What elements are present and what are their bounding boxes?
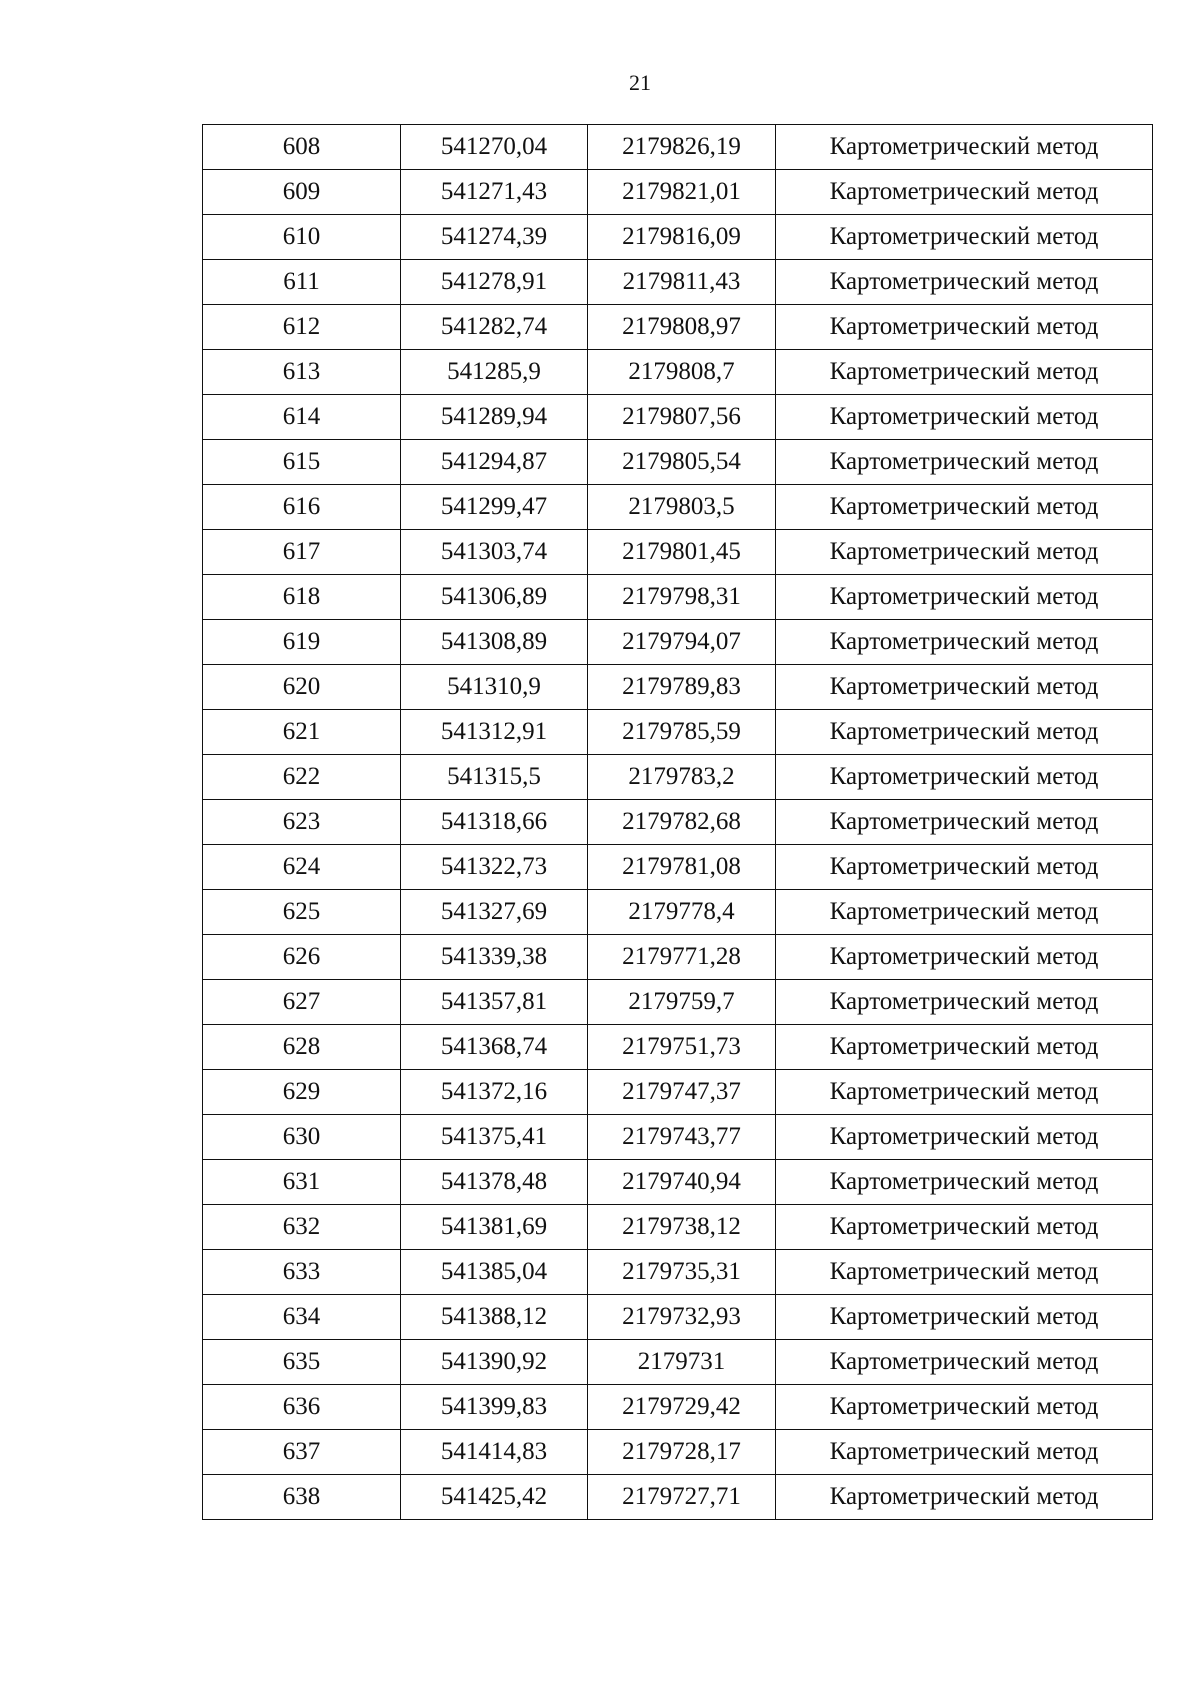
table-row — [203, 1115, 1153, 1160]
x-coordinate-cell: 541390,92 — [401, 1340, 588, 1385]
y-coordinate-cell: 2179826,19 — [588, 125, 776, 170]
method-cell: Картометрический метод — [776, 485, 1153, 530]
point-number-cell: 617 — [203, 530, 401, 575]
x-coordinate-cell: 541306,89 — [401, 575, 588, 620]
method-cell: Картометрический метод — [776, 1385, 1153, 1430]
x-coordinate-cell: 541270,04 — [401, 125, 588, 170]
method-cell: Картометрический метод — [776, 1295, 1153, 1340]
y-coordinate-cell: 2179731 — [588, 1340, 776, 1385]
method-cell: Картометрический метод — [776, 710, 1153, 755]
point-number-cell: 632 — [203, 1205, 401, 1250]
x-coordinate-cell: 541327,69 — [401, 890, 588, 935]
y-coordinate-cell: 2179781,08 — [588, 845, 776, 890]
x-coordinate-cell: 541357,81 — [401, 980, 588, 1025]
table-row — [203, 1475, 1153, 1520]
coordinates-table-body — [203, 125, 1153, 1520]
y-coordinate-cell: 2179816,09 — [588, 215, 776, 260]
point-number-cell: 619 — [203, 620, 401, 665]
point-number-cell: 634 — [203, 1295, 401, 1340]
y-coordinate-cell: 2179783,2 — [588, 755, 776, 800]
method-cell: Картометрический метод — [776, 845, 1153, 890]
table-row — [203, 440, 1153, 485]
x-coordinate-cell: 541315,5 — [401, 755, 588, 800]
table-row — [203, 845, 1153, 890]
x-coordinate-cell: 541299,47 — [401, 485, 588, 530]
point-number-cell: 625 — [203, 890, 401, 935]
point-number-cell: 614 — [203, 395, 401, 440]
point-number-cell: 630 — [203, 1115, 401, 1160]
y-coordinate-cell: 2179789,83 — [588, 665, 776, 710]
point-number-cell: 635 — [203, 1340, 401, 1385]
table-row — [203, 305, 1153, 350]
point-number-cell: 627 — [203, 980, 401, 1025]
y-coordinate-cell: 2179821,01 — [588, 170, 776, 215]
method-cell: Картометрический метод — [776, 440, 1153, 485]
y-coordinate-cell: 2179811,43 — [588, 260, 776, 305]
x-coordinate-cell: 541322,73 — [401, 845, 588, 890]
x-coordinate-cell: 541294,87 — [401, 440, 588, 485]
x-coordinate-cell: 541282,74 — [401, 305, 588, 350]
method-cell: Картометрический метод — [776, 1250, 1153, 1295]
point-number-cell: 611 — [203, 260, 401, 305]
table-row — [203, 1070, 1153, 1115]
point-number-cell: 624 — [203, 845, 401, 890]
table-row — [203, 1250, 1153, 1295]
y-coordinate-cell: 2179728,17 — [588, 1430, 776, 1475]
method-cell: Картометрический метод — [776, 1205, 1153, 1250]
page-number: 21 — [629, 70, 651, 95]
method-cell: Картометрический метод — [776, 935, 1153, 980]
table-row — [203, 620, 1153, 665]
table-row — [203, 170, 1153, 215]
y-coordinate-cell: 2179803,5 — [588, 485, 776, 530]
method-cell: Картометрический метод — [776, 215, 1153, 260]
x-coordinate-cell: 541285,9 — [401, 350, 588, 395]
point-number-cell: 608 — [203, 125, 401, 170]
method-cell: Картометрический метод — [776, 800, 1153, 845]
point-number-cell: 628 — [203, 1025, 401, 1070]
method-cell: Картометрический метод — [776, 260, 1153, 305]
x-coordinate-cell: 541278,91 — [401, 260, 588, 305]
y-coordinate-cell: 2179732,93 — [588, 1295, 776, 1340]
method-cell: Картометрический метод — [776, 980, 1153, 1025]
coordinates-table — [202, 124, 1153, 1520]
y-coordinate-cell: 2179808,97 — [588, 305, 776, 350]
table-row — [203, 1430, 1153, 1475]
x-coordinate-cell: 541310,9 — [401, 665, 588, 710]
x-coordinate-cell: 541289,94 — [401, 395, 588, 440]
point-number-cell: 636 — [203, 1385, 401, 1430]
y-coordinate-cell: 2179785,59 — [588, 710, 776, 755]
y-coordinate-cell: 2179740,94 — [588, 1160, 776, 1205]
point-number-cell: 618 — [203, 575, 401, 620]
point-number-cell: 621 — [203, 710, 401, 755]
y-coordinate-cell: 2179743,77 — [588, 1115, 776, 1160]
x-coordinate-cell: 541372,16 — [401, 1070, 588, 1115]
y-coordinate-cell: 2179727,71 — [588, 1475, 776, 1520]
x-coordinate-cell: 541303,74 — [401, 530, 588, 575]
y-coordinate-cell: 2179798,31 — [588, 575, 776, 620]
method-cell: Картометрический метод — [776, 1340, 1153, 1385]
table-row — [203, 890, 1153, 935]
x-coordinate-cell: 541425,42 — [401, 1475, 588, 1520]
method-cell: Картометрический метод — [776, 395, 1153, 440]
table-row — [203, 1295, 1153, 1340]
point-number-cell: 631 — [203, 1160, 401, 1205]
x-coordinate-cell: 541388,12 — [401, 1295, 588, 1340]
table-row — [203, 485, 1153, 530]
method-cell: Картометрический метод — [776, 575, 1153, 620]
table-row — [203, 260, 1153, 305]
method-cell: Картометрический метод — [776, 1070, 1153, 1115]
method-cell: Картометрический метод — [776, 1115, 1153, 1160]
point-number-cell: 613 — [203, 350, 401, 395]
table-row — [203, 1205, 1153, 1250]
y-coordinate-cell: 2179771,28 — [588, 935, 776, 980]
point-number-cell: 609 — [203, 170, 401, 215]
y-coordinate-cell: 2179778,4 — [588, 890, 776, 935]
table-row — [203, 1385, 1153, 1430]
x-coordinate-cell: 541312,91 — [401, 710, 588, 755]
point-number-cell: 638 — [203, 1475, 401, 1520]
point-number-cell: 610 — [203, 215, 401, 260]
y-coordinate-cell: 2179759,7 — [588, 980, 776, 1025]
y-coordinate-cell: 2179794,07 — [588, 620, 776, 665]
point-number-cell: 626 — [203, 935, 401, 980]
table-row — [203, 530, 1153, 575]
x-coordinate-cell: 541375,41 — [401, 1115, 588, 1160]
y-coordinate-cell: 2179782,68 — [588, 800, 776, 845]
method-cell: Картометрический метод — [776, 1025, 1153, 1070]
point-number-cell: 615 — [203, 440, 401, 485]
x-coordinate-cell: 541378,48 — [401, 1160, 588, 1205]
table-row — [203, 935, 1153, 980]
point-number-cell: 622 — [203, 755, 401, 800]
method-cell: Картометрический метод — [776, 665, 1153, 710]
table-row — [203, 1340, 1153, 1385]
x-coordinate-cell: 541414,83 — [401, 1430, 588, 1475]
x-coordinate-cell: 541271,43 — [401, 170, 588, 215]
table-row — [203, 575, 1153, 620]
method-cell: Картометрический метод — [776, 1160, 1153, 1205]
table-row — [203, 125, 1153, 170]
table-row — [203, 800, 1153, 845]
x-coordinate-cell: 541381,69 — [401, 1205, 588, 1250]
method-cell: Картометрический метод — [776, 350, 1153, 395]
method-cell: Картометрический метод — [776, 170, 1153, 215]
y-coordinate-cell: 2179747,37 — [588, 1070, 776, 1115]
y-coordinate-cell: 2179735,31 — [588, 1250, 776, 1295]
method-cell: Картометрический метод — [776, 125, 1153, 170]
point-number-cell: 616 — [203, 485, 401, 530]
y-coordinate-cell: 2179751,73 — [588, 1025, 776, 1070]
x-coordinate-cell: 541308,89 — [401, 620, 588, 665]
point-number-cell: 633 — [203, 1250, 401, 1295]
table-row — [203, 1160, 1153, 1205]
point-number-cell: 612 — [203, 305, 401, 350]
x-coordinate-cell: 541339,38 — [401, 935, 588, 980]
method-cell: Картометрический метод — [776, 530, 1153, 575]
table-row — [203, 215, 1153, 260]
table-row — [203, 665, 1153, 710]
table-row — [203, 1025, 1153, 1070]
table-row — [203, 350, 1153, 395]
y-coordinate-cell: 2179807,56 — [588, 395, 776, 440]
table-row — [203, 710, 1153, 755]
table-row — [203, 980, 1153, 1025]
method-cell: Картометрический метод — [776, 1475, 1153, 1520]
y-coordinate-cell: 2179801,45 — [588, 530, 776, 575]
point-number-cell: 629 — [203, 1070, 401, 1115]
y-coordinate-cell: 2179738,12 — [588, 1205, 776, 1250]
x-coordinate-cell: 541385,04 — [401, 1250, 588, 1295]
table-row — [203, 395, 1153, 440]
point-number-cell: 623 — [203, 800, 401, 845]
method-cell: Картометрический метод — [776, 890, 1153, 935]
method-cell: Картометрический метод — [776, 1430, 1153, 1475]
x-coordinate-cell: 541274,39 — [401, 215, 588, 260]
point-number-cell: 620 — [203, 665, 401, 710]
method-cell: Картометрический метод — [776, 755, 1153, 800]
x-coordinate-cell: 541368,74 — [401, 1025, 588, 1070]
y-coordinate-cell: 2179808,7 — [588, 350, 776, 395]
point-number-cell: 637 — [203, 1430, 401, 1475]
x-coordinate-cell: 541318,66 — [401, 800, 588, 845]
table-row — [203, 755, 1153, 800]
method-cell: Картометрический метод — [776, 305, 1153, 350]
x-coordinate-cell: 541399,83 — [401, 1385, 588, 1430]
y-coordinate-cell: 2179729,42 — [588, 1385, 776, 1430]
method-cell: Картометрический метод — [776, 620, 1153, 665]
y-coordinate-cell: 2179805,54 — [588, 440, 776, 485]
